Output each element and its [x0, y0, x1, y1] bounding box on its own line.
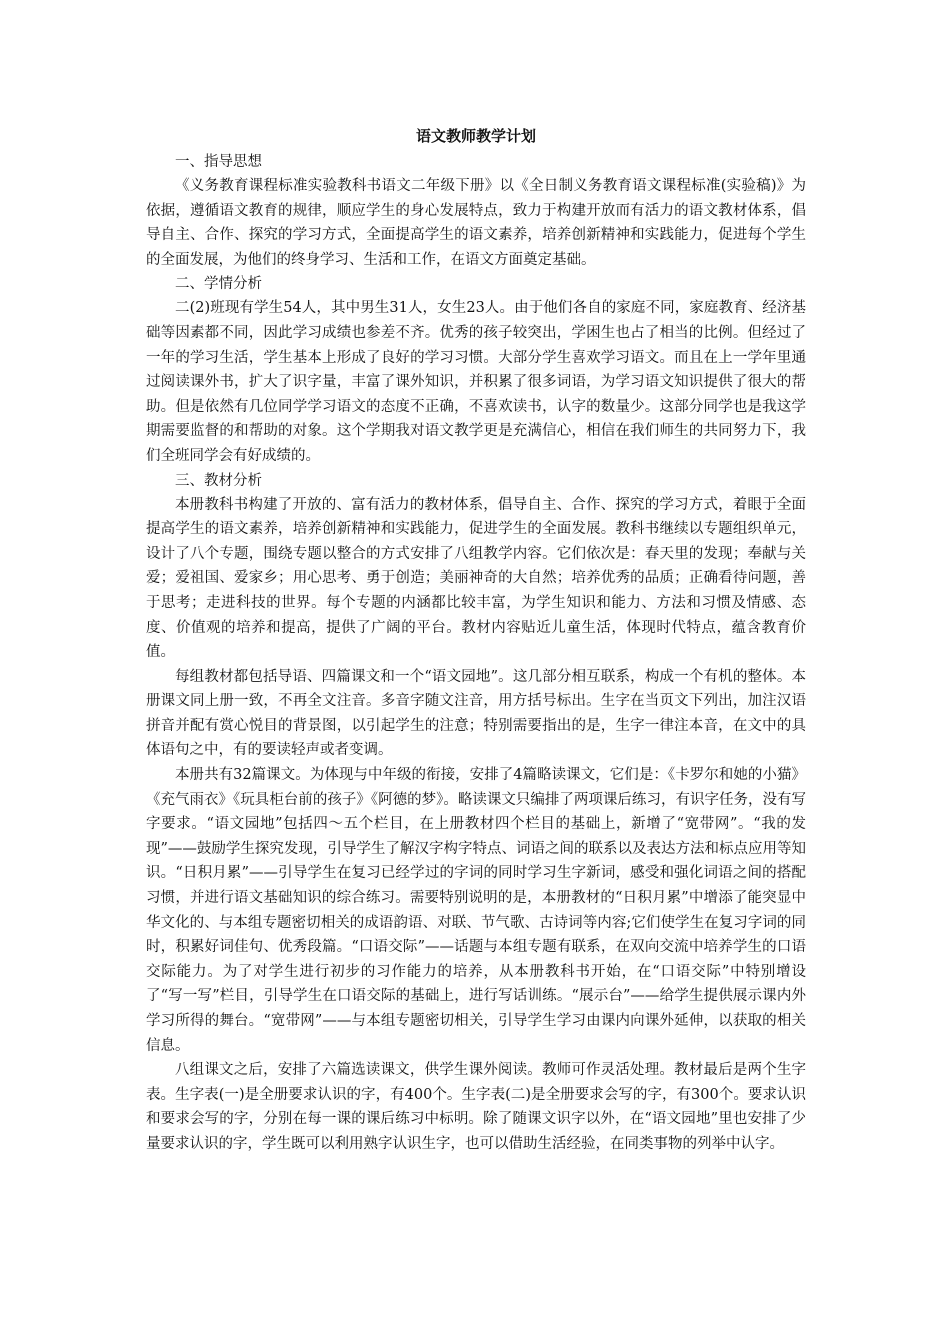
- section-student-analysis: [146, 272, 806, 468]
- paragraph: 本册共有32篇课文。为体现与中年级的衔接，安排了4篇略读课文，它们是：《卡罗尔和她的小猫》《充气雨衣》《玩具柜台前的孩子》《阿德的梦》。略读课文只编排了两项课后练习，有识字任务，没有写字要求。“语文园地”包括四～五个栏目，在上册教材四个栏目的基础上，新增了“宽带网”。“我的发现”——鼓励学生探究发现，引导学生了解汉字构字特点、词语之间的联系以及表达方法和标点应用等知识。“日积月累”——引导学生在复习已经学过的字词的同时学习生字新词，感受和强化词语之间的搭配习惯，并进行语文基础知识的综合练习。需要特别说明的是，本册教材的“日积月累”中增添了能突显中华文化的、与本组专题密切相关的成语韵语、对联、节气歌、古诗词等内容;它们使学生在复习字词的同时，积累好词佳句、优秀段篇。“口语交际”——话题与本组专题有联系，在双向交流中培养学生的口语交际能力。为了对学生进行初步的习作能力的培养，从本册教科书开始，在“口语交际”中特别增设了“写一写”栏目，引导学生在口语交际的基础上，进行写话训练。“展示台”——给学生提供展示课内外学习所得的舞台。“宽带网”——与本组专题密切相关，引导学生学习由课内向课外延伸，以获取的相关信息。: [146, 767, 806, 1054]
- paragraph: 八组课文之后，安排了六篇选读课文，供学生课外阅读。教师可作灵活处理。教材最后是两个生字表。生字表(一)是全册要求认识的字，有400个。生字表(二)是全册要求会写的字，有300个。要求认识和要求会写的字，分别在每一课的课后练习中标明。除了随课文识字以外，在“语文园地”里也安排了少量要求认识的字，学生既可以利用熟字认识生字，也可以借助生活经验，在同类事物的列举中认字。: [146, 1062, 806, 1152]
- section-textbook-analysis: [146, 469, 806, 1157]
- document-title: 语文教师教学计划: [415, 127, 536, 145]
- section-heading: 三、教材分析: [175, 472, 262, 489]
- document-page: [146, 124, 806, 1157]
- paragraph: 本册教科书构建了开放的、富有活力的教材体系，倡导自主、合作、探究的学习方式，着眼于全面提高学生的语文素养，培养创新精神和实践能力，促进学生的全面发展。教科书继续以专题组织单元，设计了八个专题，围绕专题以整合的方式安排了八组教学内容。它们依次是：春天里的发现；奉献与关爱；爱祖国、爱家乡；用心思考、勇于创造；美丽神奇的大自然；培养优秀的品质；正确看待问题，善于思考；走进科技的世界。每个专题的内涵都比较丰富，为学生知识和能力、方法和习惯及情感、态度、价值观的培养和提高，提供了广阔的平台。教材内容贴近儿童生活，体现时代特点，蕴含教育价值。: [146, 496, 806, 661]
- paragraph: 《义务教育课程标准实验教科书语文二年级下册》以《全日制义务教育语文课程标准(实验稿)》为依据，遵循语文教育的规律，顺应学生的身心发展特点，致力于构建开放而有活力的语文教材体系，倡导自主、合作、探究的学习方式，全面提高学生的语文素养，培养创新精神和实践能力，促进每个学生的全面发展，为他们的终身学习、生活和工作，在语文方面奠定基础。: [146, 178, 806, 268]
- paragraph: 二(2)班现有学生54人，其中男生31人，女生23人。由于他们各自的家庭不同，家庭教育、经济基础等因素都不同，因此学习成绩也参差不齐。优秀的孩子较突出，学困生也占了相当的比例。但经过了一年的学习生活，学生基本上形成了良好的学习习惯。大部分学生喜欢学习语文。而且在上一学年里通过阅读课外书，扩大了识字量，丰富了课外知识，并积累了很多词语，为学习语文知识提供了很大的帮助。但是依然有几位同学学习语文的态度不正确，不喜欢读书，认字的数量少。这部分同学也是我这学期需要监督的和帮助的对象。这个学期我对语文教学更是充满信心，相信在我们师生的共同努力下，我们全班同学会有好成绩的。: [146, 300, 806, 464]
- section-heading: 二、学情分析: [175, 276, 262, 293]
- section-heading: 一、指导思想: [175, 154, 262, 170]
- paragraph: 每组教材都包括导语、四篇课文和一个“语文园地”。这几部分相互联系，构成一个有机的整体。本册课文同上册一致，不再全文注音。多音字随文注音，用方括号标出。生字在当页文下列出，加注汉语拼音并配有赏心悦目的背景图，以引起学生的注意；特别需要指出的是，生字一律注本音，在文中的具体语句之中，有的要读轻声或者变调。: [146, 668, 806, 759]
- section-guiding-thought: [146, 150, 806, 272]
